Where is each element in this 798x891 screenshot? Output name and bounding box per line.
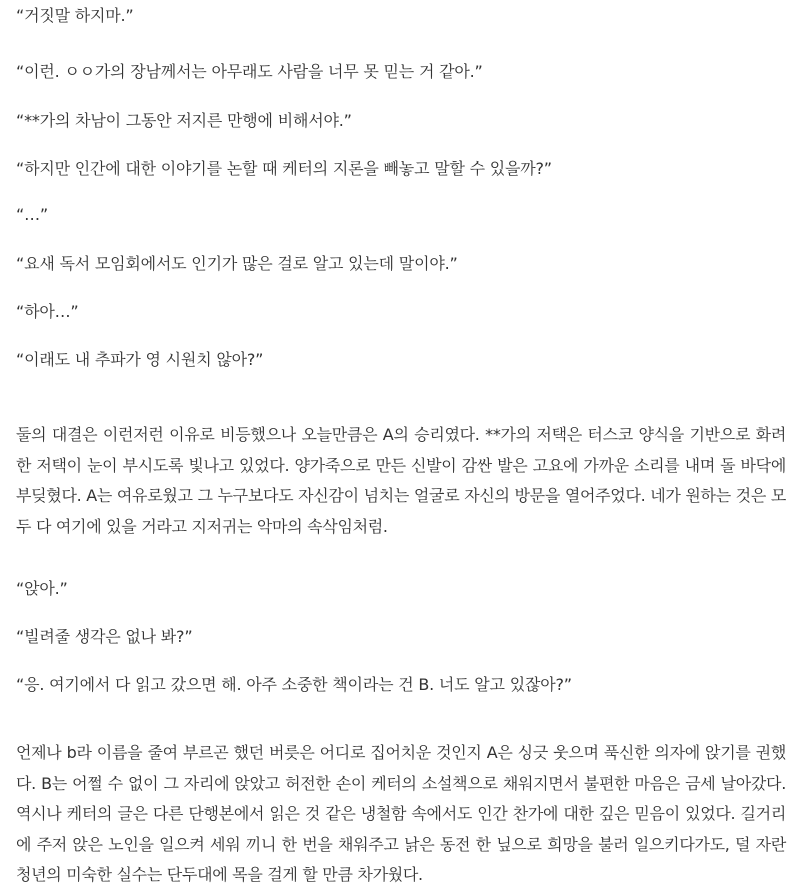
- dialogue-line: “요새 독서 모임회에서도 인기가 많은 걸로 알고 있는데 말이야.”: [16, 254, 458, 273]
- dialogue-line: “이런. ㅇㅇ가의 장남께서는 아무래도 사람을 너무 못 믿는 거 같아.”: [16, 62, 483, 81]
- dialogue-line: “거짓말 하지마.”: [16, 6, 134, 25]
- dialogue-line: “이래도 내 추파가 영 시원치 않아?”: [16, 350, 264, 369]
- narrative-paragraph: 언제나 b라 이름을 줄여 부르곤 했던 버릇은 어디로 집어치운 것인지 A은 싱긋 웃으며 푹신한 의자에 앉기를 권했다. B는 어쩔 수 없이 그 자리에 앉았고 허전한 손이 케터의 소설책으로 채워지면서 불편한 마음은 금세 날아갔다. 역시나 케터의 글은 다른 단행본에서 읽은 것 같은 냉철함 속에서도 인간 찬가에 대한 깊은 믿음이 있었다. 길거리에 주저 앉은 노인을 일으켜 세워 끼니 한 번을 채워주고 낡은 동전 한 닢으로 희망을 불러 일으키다가도, 덜 자란 청년의 미숙한 실수는 단두대에 목을 걸게 할 만큼 차가웠다.: [16, 743, 786, 884]
- dialogue-line: “…”: [16, 205, 48, 224]
- dialogue-line: “**가의 차남이 그동안 저지른 만행에 비해서야.”: [16, 111, 352, 130]
- dialogue-line: “응. 여기에서 다 읽고 갔으면 해. 아주 소중한 책이라는 건 B. 너도 알고 있잖아?”: [16, 675, 572, 694]
- dialogue-line: “빌려줄 생각은 없나 봐?”: [16, 627, 193, 646]
- narrative-paragraph: 둘의 대결은 이런저런 이유로 비등했으나 오늘만큼은 A의 승리였다. **가의 저택은 터스코 양식을 기반으로 화려한 저택이 눈이 부시도록 빛나고 있었다. 양가죽으로 만든 신발이 감싼 발은 고요에 가까운 소리를 내며 돌 바닥에 부딪혔다. A는 여유로웠고 그 누구보다도 자신감이 넘치는 얼굴로 자신의 방문을 열어주었다. 네가 원하는 것은 모두 다 여기에 있을 거라고 지저귀는 악마의 속삭임처럼.: [16, 425, 786, 536]
- dialogue-line: “하지만 인간에 대한 이야기를 논할 때 케터의 지론을 빼놓고 말할 수 있을까?”: [16, 159, 552, 178]
- dialogue-line: “앉아.”: [16, 579, 68, 598]
- dialogue-line: “하아…”: [16, 302, 79, 321]
